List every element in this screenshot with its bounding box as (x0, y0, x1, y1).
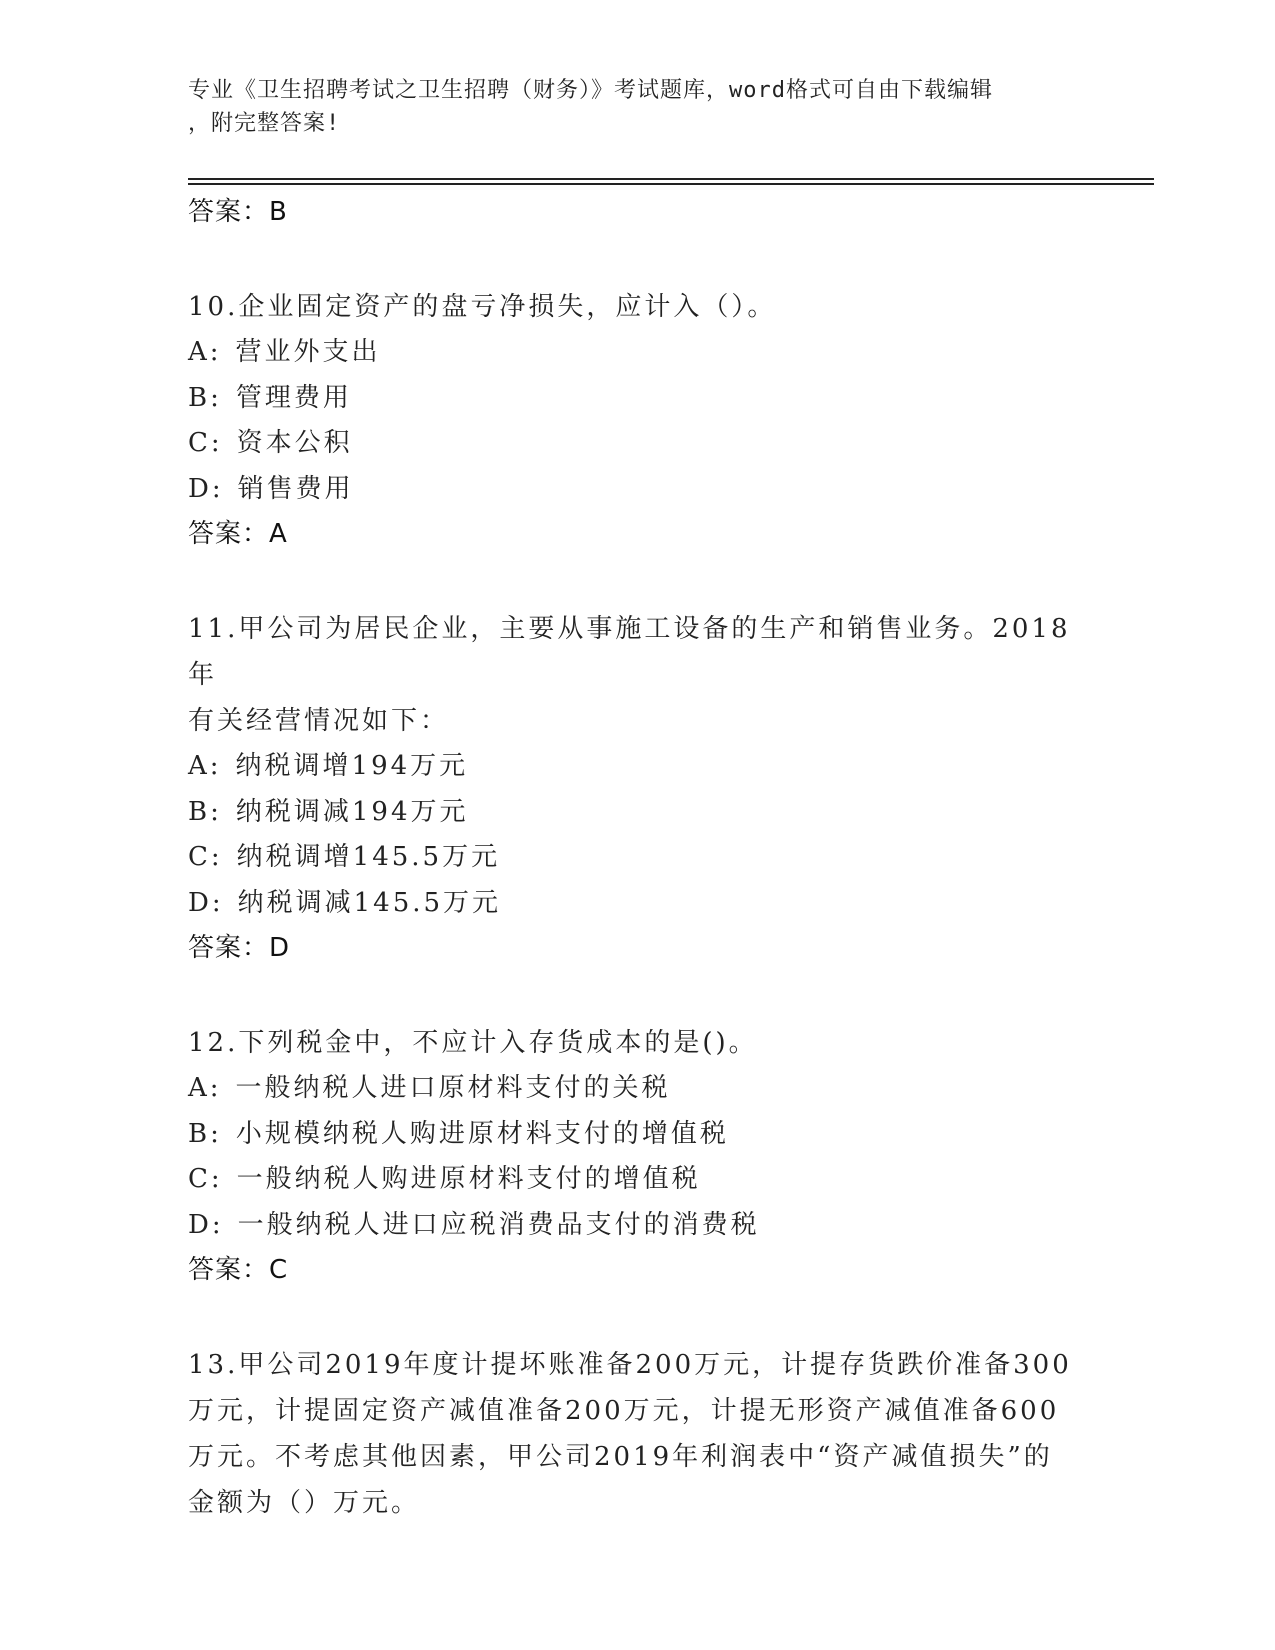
option-c: C: 资本公积 (188, 428, 353, 458)
option-d: D: 一般纳税人进口应税消费品支付的消费税 (188, 1209, 760, 1240)
option-a: A: 纳税调增194万元 (188, 751, 469, 781)
option-b: B: 管理费用 (188, 382, 352, 413)
option-a: A: 一般纳税人进口原材料支付的关税 (188, 1073, 671, 1103)
answer-line: 答案：B (188, 197, 288, 227)
option-d: D: 销售费用 (188, 473, 354, 504)
question-12 (188, 1020, 1088, 1292)
question-stem: 11.甲公司为居民企业，主要从事施工设备的生产和销售业务。2018年 (188, 614, 1071, 690)
header-rule-top (188, 178, 1154, 180)
question-stem: 12.下列税金中，不应计入存货成本的是()。 (188, 1028, 758, 1058)
answer-line: 答案：D (188, 933, 291, 963)
answer-line: 答案：C (188, 1255, 289, 1285)
question-11 (188, 606, 1088, 970)
header-line-1: 专业《卫生招聘考试之卫生招聘（财务）》考试题库，word格式可自由下载编辑 (188, 78, 993, 103)
question-13 (188, 1342, 1088, 1526)
question-stem: 有关经营情况如下： (188, 706, 450, 736)
option-c: C: 纳税调增145.5万元 (188, 842, 501, 872)
question-stem: 万元，计提固定资产减值准备200万元，计提无形资产减值准备600 (188, 1396, 1060, 1426)
header-line-2: ，附完整答案! (188, 111, 341, 136)
document-header (188, 74, 1068, 140)
question-list (188, 190, 1088, 1526)
answer-line: 答案：A (188, 519, 288, 549)
question-stem: 金额为（）万元。 (188, 1488, 421, 1518)
option-a: A: 营业外支出 (188, 337, 381, 367)
question-stem: 13.甲公司2019年度计提坏账准备200万元，计提存货跌价准备300 (188, 1350, 1072, 1380)
question-10 (188, 284, 1088, 556)
header-rule-bottom (188, 183, 1154, 185)
question-stem: 10.企业固定资产的盘亏净损失，应计入（）。 (188, 292, 777, 322)
option-c: C: 一般纳税人购进原材料支付的增值税 (188, 1164, 701, 1194)
option-d: D: 纳税调减145.5万元 (188, 887, 502, 918)
option-b: B: 纳税调减194万元 (188, 796, 469, 827)
question-stem: 万元。不考虑其他因素，甲公司2019年利润表中“资产减值损失”的 (188, 1442, 1053, 1472)
option-b: B: 小规模纳税人购进原材料支付的增值税 (188, 1118, 729, 1149)
